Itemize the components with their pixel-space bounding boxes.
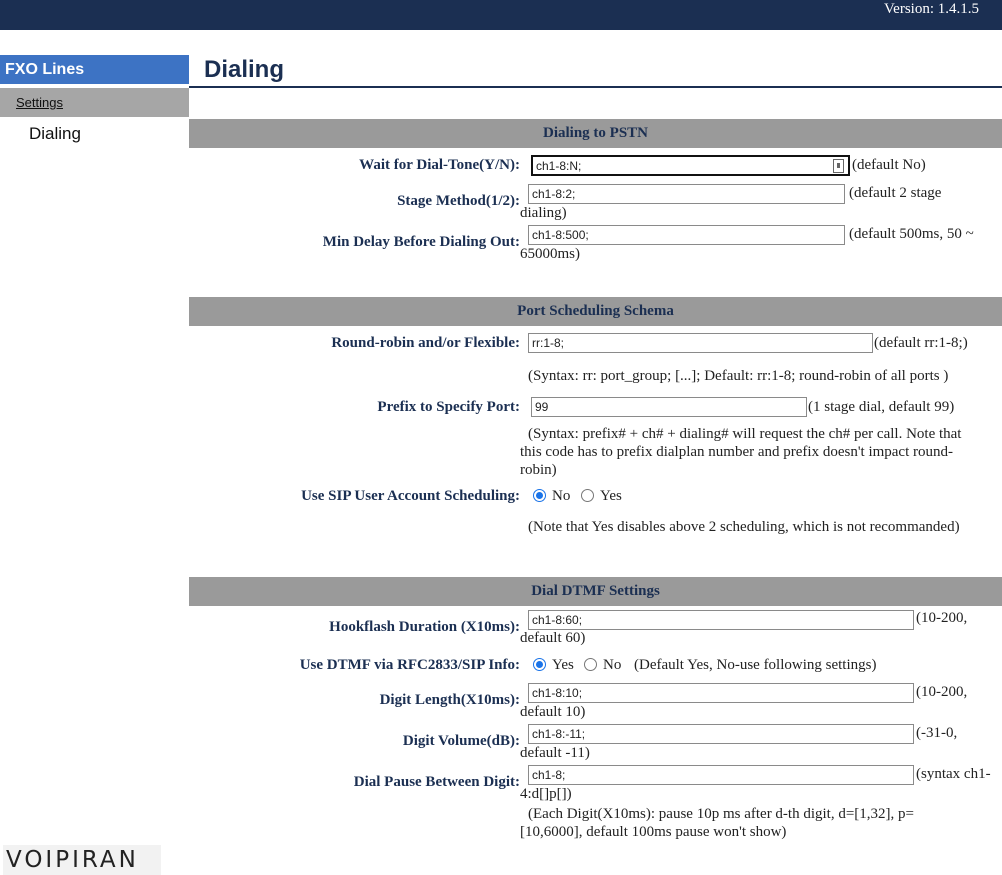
digit-length-input[interactable]: [528, 683, 914, 703]
prefix-syntax-line-1: (Syntax: prefix# + ch# + dialing# will request the ch# per call. Note that: [528, 426, 962, 442]
title-divider: [189, 86, 1002, 88]
section-header-pstn: Dialing to PSTN: [189, 119, 1002, 148]
round-robin-label: Round-robin and/or Flexible:: [331, 335, 520, 351]
digit-length-label: Digit Length(X10ms):: [379, 692, 520, 708]
page-title: Dialing: [204, 56, 285, 83]
min-delay-input[interactable]: [528, 225, 845, 245]
prefix-syntax-line-3: robin): [520, 462, 557, 478]
dtmf-rfc-no-radio[interactable]: [584, 658, 597, 671]
round-robin-value: rr:1-8;: [532, 336, 565, 350]
sip-scheduling-yes-label[interactable]: Yes: [600, 488, 622, 504]
sidebar-settings-row: [0, 88, 189, 117]
dial-pause-desc-1: (Each Digit(X10ms): pause 10p ms after d-th digit, d=[1,32], p=: [528, 806, 915, 822]
min-delay-value: ch1-8:500;: [532, 228, 589, 242]
hookflash-input[interactable]: [528, 610, 914, 630]
sip-scheduling-note: (Note that Yes disables above 2 scheduling, which is not recommanded): [528, 519, 960, 535]
stage-method-input[interactable]: [528, 184, 845, 204]
dial-pause-value: ch1-8;: [532, 768, 566, 782]
dtmf-rfc-note: (Default Yes, No-use following settings): [634, 657, 877, 673]
dial-pause-label: Dial Pause Between Digit:: [353, 774, 520, 790]
section-header-dtmf: Dial DTMF Settings: [189, 577, 1002, 606]
digit-volume-label: Digit Volume(dB):: [402, 733, 520, 749]
digit-length-value: ch1-8:10;: [532, 686, 583, 700]
prefix-port-input[interactable]: [531, 397, 807, 417]
sip-scheduling-label: Use SIP User Account Scheduling:: [301, 488, 520, 504]
wait-dialtone-input[interactable]: [531, 155, 850, 176]
digit-volume-input[interactable]: [528, 724, 914, 744]
password-manager-icon[interactable]: [833, 159, 844, 173]
sidebar-item-dialing[interactable]: Dialing: [29, 124, 81, 143]
hookflash-value: ch1-8:60;: [532, 613, 583, 627]
stage-method-note-2: dialing): [520, 205, 567, 221]
dtmf-rfc-yes-label[interactable]: Yes: [552, 657, 574, 673]
prefix-port-label: Prefix to Specify Port:: [377, 399, 520, 415]
round-robin-syntax: (Syntax: rr: port_group; [...]; Default: rr:1-8; round-robin of all ports ): [528, 368, 949, 384]
wait-dialtone-label: Wait for Dial-Tone(Y/N):: [359, 157, 520, 173]
dial-pause-note-2: 4:d[]p[]): [520, 786, 572, 802]
sip-scheduling-no-radio[interactable]: [533, 489, 546, 502]
digit-length-note-2: default 10): [520, 704, 586, 720]
digit-volume-note-2: default -11): [520, 745, 590, 761]
sidebar-heading[interactable]: FXO Lines: [0, 55, 189, 84]
hookflash-note: (10-200,: [916, 610, 968, 626]
voipiran-logo: VOIPIRAN: [3, 845, 161, 875]
dtmf-rfc-label: Use DTMF via RFC2833/SIP Info:: [299, 657, 520, 673]
wait-dialtone-value: ch1-8:N;: [536, 159, 582, 173]
prefix-port-note: (1 stage dial, default 99): [808, 399, 955, 415]
digit-volume-note: (-31-0,: [916, 725, 958, 741]
dial-pause-input[interactable]: [528, 765, 914, 785]
min-delay-label: Min Delay Before Dialing Out:: [322, 234, 520, 250]
sidebar: [0, 55, 189, 144]
round-robin-input[interactable]: [528, 333, 873, 353]
digit-volume-value: ch1-8:-11;: [532, 727, 586, 741]
round-robin-note: (default rr:1-8;): [874, 335, 968, 351]
version-text: Version: 1.4.1.5: [884, 1, 979, 17]
dtmf-rfc-no-label[interactable]: No: [603, 657, 622, 673]
prefix-port-value: 99: [535, 400, 549, 414]
dial-pause-desc-2: [10,6000], default 100ms pause won't show): [520, 824, 787, 840]
stage-method-value: ch1-8:2;: [532, 187, 576, 201]
min-delay-note: (default 500ms, 50 ~: [849, 226, 974, 242]
prefix-syntax-line-2: this code has to prefix dialplan number and prefix doesn't impact round-: [520, 444, 954, 460]
digit-length-note: (10-200,: [916, 684, 968, 700]
top-header-bar: [0, 0, 1002, 30]
dtmf-rfc-yes-radio[interactable]: [533, 658, 546, 671]
sip-scheduling-yes-radio[interactable]: [581, 489, 594, 502]
hookflash-label: Hookflash Duration (X10ms):: [329, 619, 520, 635]
dial-pause-note: (syntax ch1-: [916, 766, 991, 782]
wait-dialtone-note: (default No): [852, 157, 926, 173]
stage-method-note: (default 2 stage: [849, 185, 942, 201]
min-delay-note-2: 65000ms): [520, 246, 580, 262]
sip-scheduling-no-label[interactable]: No: [552, 488, 571, 504]
hookflash-note-2: default 60): [520, 630, 586, 646]
stage-method-label: Stage Method(1/2):: [397, 193, 520, 209]
section-header-port-scheduling: Port Scheduling Schema: [189, 297, 1002, 326]
sidebar-settings-link[interactable]: Settings: [16, 95, 63, 110]
